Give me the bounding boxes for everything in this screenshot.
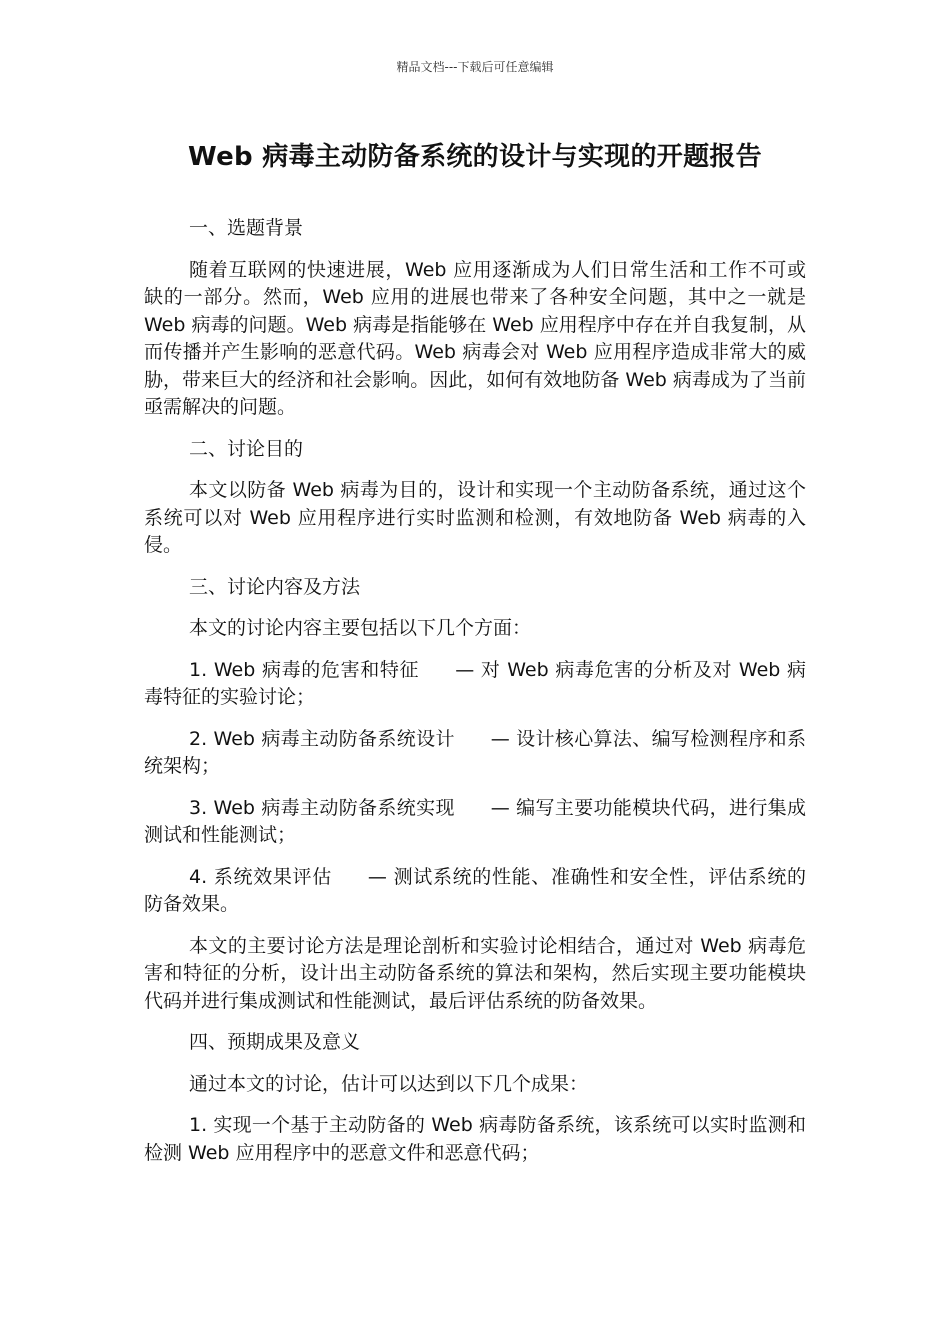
list-item-number: 2.	[189, 727, 208, 750]
paragraph-outcomes-intro: 通过本文的讨论，估计可以达到以下几个成果：	[189, 1072, 589, 1095]
list-item-head: 系统效果评估	[213, 865, 332, 888]
paragraph-outcome-1: 1. 实现一个基于主动防备的 Web 病毒防备系统，该系统可以实时监测和检测 Web 应用程序中的恶意文件和恶意代码；	[144, 1114, 806, 1164]
list-item-head: Web 病毒主动防备系统设计	[213, 727, 455, 750]
list-item-body: — 编写主要功能模块代码，进行集成测试和性能测试；	[144, 796, 807, 846]
section-heading-3: 三、讨论内容及方法	[189, 575, 361, 598]
list-item-number: 1.	[189, 658, 208, 681]
list-item-body: — 设计核心算法、编写检测程序和系统架构；	[144, 727, 807, 777]
list-item	[144, 864, 806, 919]
paragraph-content-intro: 本文的讨论内容主要包括以下几个方面：	[189, 617, 532, 639]
list-item-number: 4.	[189, 865, 208, 888]
paragraph-background: 随着互联网的快速进展，Web 应用逐渐成为人们日常生活和工作不可或缺的一部分。然而，Web 应用的进展也带来了各种安全问题，其中之一就是 Web 病毒的问题。Web 病毒是指能够在 Web 应用程序中存在并自我复制，从而传播并产生影响的恶意代码。Web 病毒会对 Web 应用程序造成非常大的威胁，带来巨大的经济和社会影响。因此，如何有效地防备 Web 病毒成为了当前亟需解决的问题。	[144, 258, 806, 418]
list-item-body: — 测试系统的性能、准确性和安全性，评估系统的防备效果。	[144, 865, 806, 915]
list-item	[144, 657, 806, 712]
document-body	[144, 215, 806, 1181]
section-heading-2: 二、讨论目的	[189, 437, 304, 460]
section-heading-1: 一、选题背景	[189, 217, 304, 239]
paragraph-purpose: 本文以防备 Web 病毒为目的，设计和实现一个主动防备系统，通过这个系统可以对 Web 应用程序进行实时监测和检测，有效地防备 Web 病毒的入侵。	[144, 479, 806, 556]
list-item	[144, 726, 806, 781]
list-item-body: — 对 Web 病毒危害的分析及对 Web 病毒特征的实验讨论；	[144, 658, 807, 708]
list-item	[144, 795, 806, 850]
list-item-head: Web 病毒主动防备系统实现	[213, 796, 455, 819]
header-note: 精品文档---下载后可任意编辑	[396, 60, 554, 74]
list-item-number: 3.	[189, 796, 208, 819]
document-title: Web 病毒主动防备系统的设计与实现的开题报告	[188, 142, 762, 172]
list-item-head: Web 病毒的危害和特征	[213, 658, 420, 681]
paragraph-method: 本文的主要讨论方法是理论剖析和实验讨论相结合，通过对 Web 病毒危害和特征的分析，设计出主动防备系统的算法和架构，然后实现主要功能模块代码并进行集成测试和性能测试，最后评估系统的防备效果。	[144, 934, 806, 1012]
section-heading-4: 四、预期成果及意义	[189, 1031, 361, 1053]
